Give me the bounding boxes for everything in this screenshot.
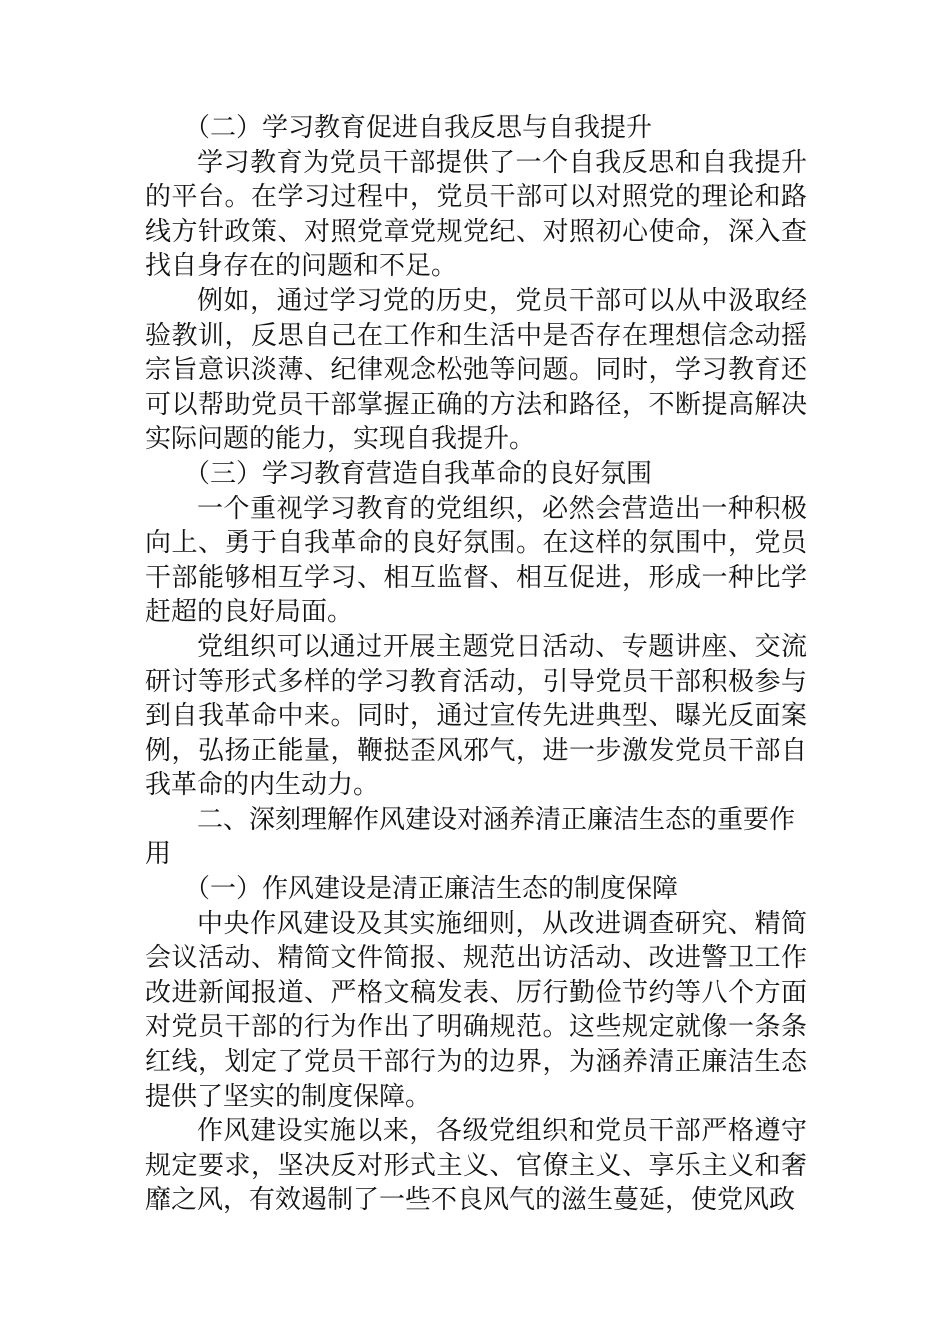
body-paragraph: 一个重视学习教育的党组织，必然会营造出一种积极向上、勇于自我革命的良好氛围。在这样的氛围中，党员干部能够相互学习、相互监督、相互促进，形成一种比学赶超的良好局面。 <box>145 493 807 628</box>
section-heading: 二、深刻理解作风建设对涵养清正廉洁生态的重要作用 <box>145 804 796 870</box>
section-subheading: （一）作风建设是清正廉洁生态的制度保障 <box>184 874 679 905</box>
body-paragraph: 作风建设实施以来，各级党组织和党员干部严格遵守规定要求，坚决反对形式主义、官僚主义、享乐主义和奢靡之风，有效遏制了一些不良风气的滋生蔓延，使党风政 <box>145 1116 807 1216</box>
section-subheading: （二）学习教育促进自我反思与自我提升 <box>184 113 653 143</box>
body-paragraph: 党组织可以通过开展主题党日活动、专题讲座、交流研讨等形式多样的学习教育活动，引导党员干部积极参与到自我革命中来。同时，通过宣传先进典型、曝光反面案例，弘扬正能量，鞭挞歪风邪气，进一步激发党员干部自我革命的内生动力。 <box>145 631 807 801</box>
document-page <box>145 111 807 1218</box>
body-paragraph: 中央作风建设及其实施细则，从改进调查研究、精简会议活动、精简文件简报、规范出访活动、改进警卫工作改进新闻报道、严格文稿发表、厉行勤俭节约等八个方面对党员干部的行为作出了明确规范。这些规定就像一条条红线，划定了党员干部行为的边界，为涵养清正廉洁生态提供了坚实的制度保障。 <box>145 908 807 1112</box>
body-paragraph: 例如，通过学习党的历史，党员干部可以从中汲取经验教训，反思自己在工作和生活中是否存在理想信念动摇宗旨意识淡薄、纪律观念松弛等问题。同时，学习教育还可以帮助党员干部掌握正确的方法和路径，不断提高解决实际问题的能力，实现自我提升。 <box>145 285 807 455</box>
body-paragraph: 学习教育为党员干部提供了一个自我反思和自我提升的平台。在学习过程中，党员干部可以对照党的理论和路线方针政策、对照党章党规党纪、对照初心使命，深入查找自身存在的问题和不足。 <box>145 147 807 282</box>
section-subheading: （三）学习教育营造自我革命的良好氛围 <box>184 458 653 489</box>
